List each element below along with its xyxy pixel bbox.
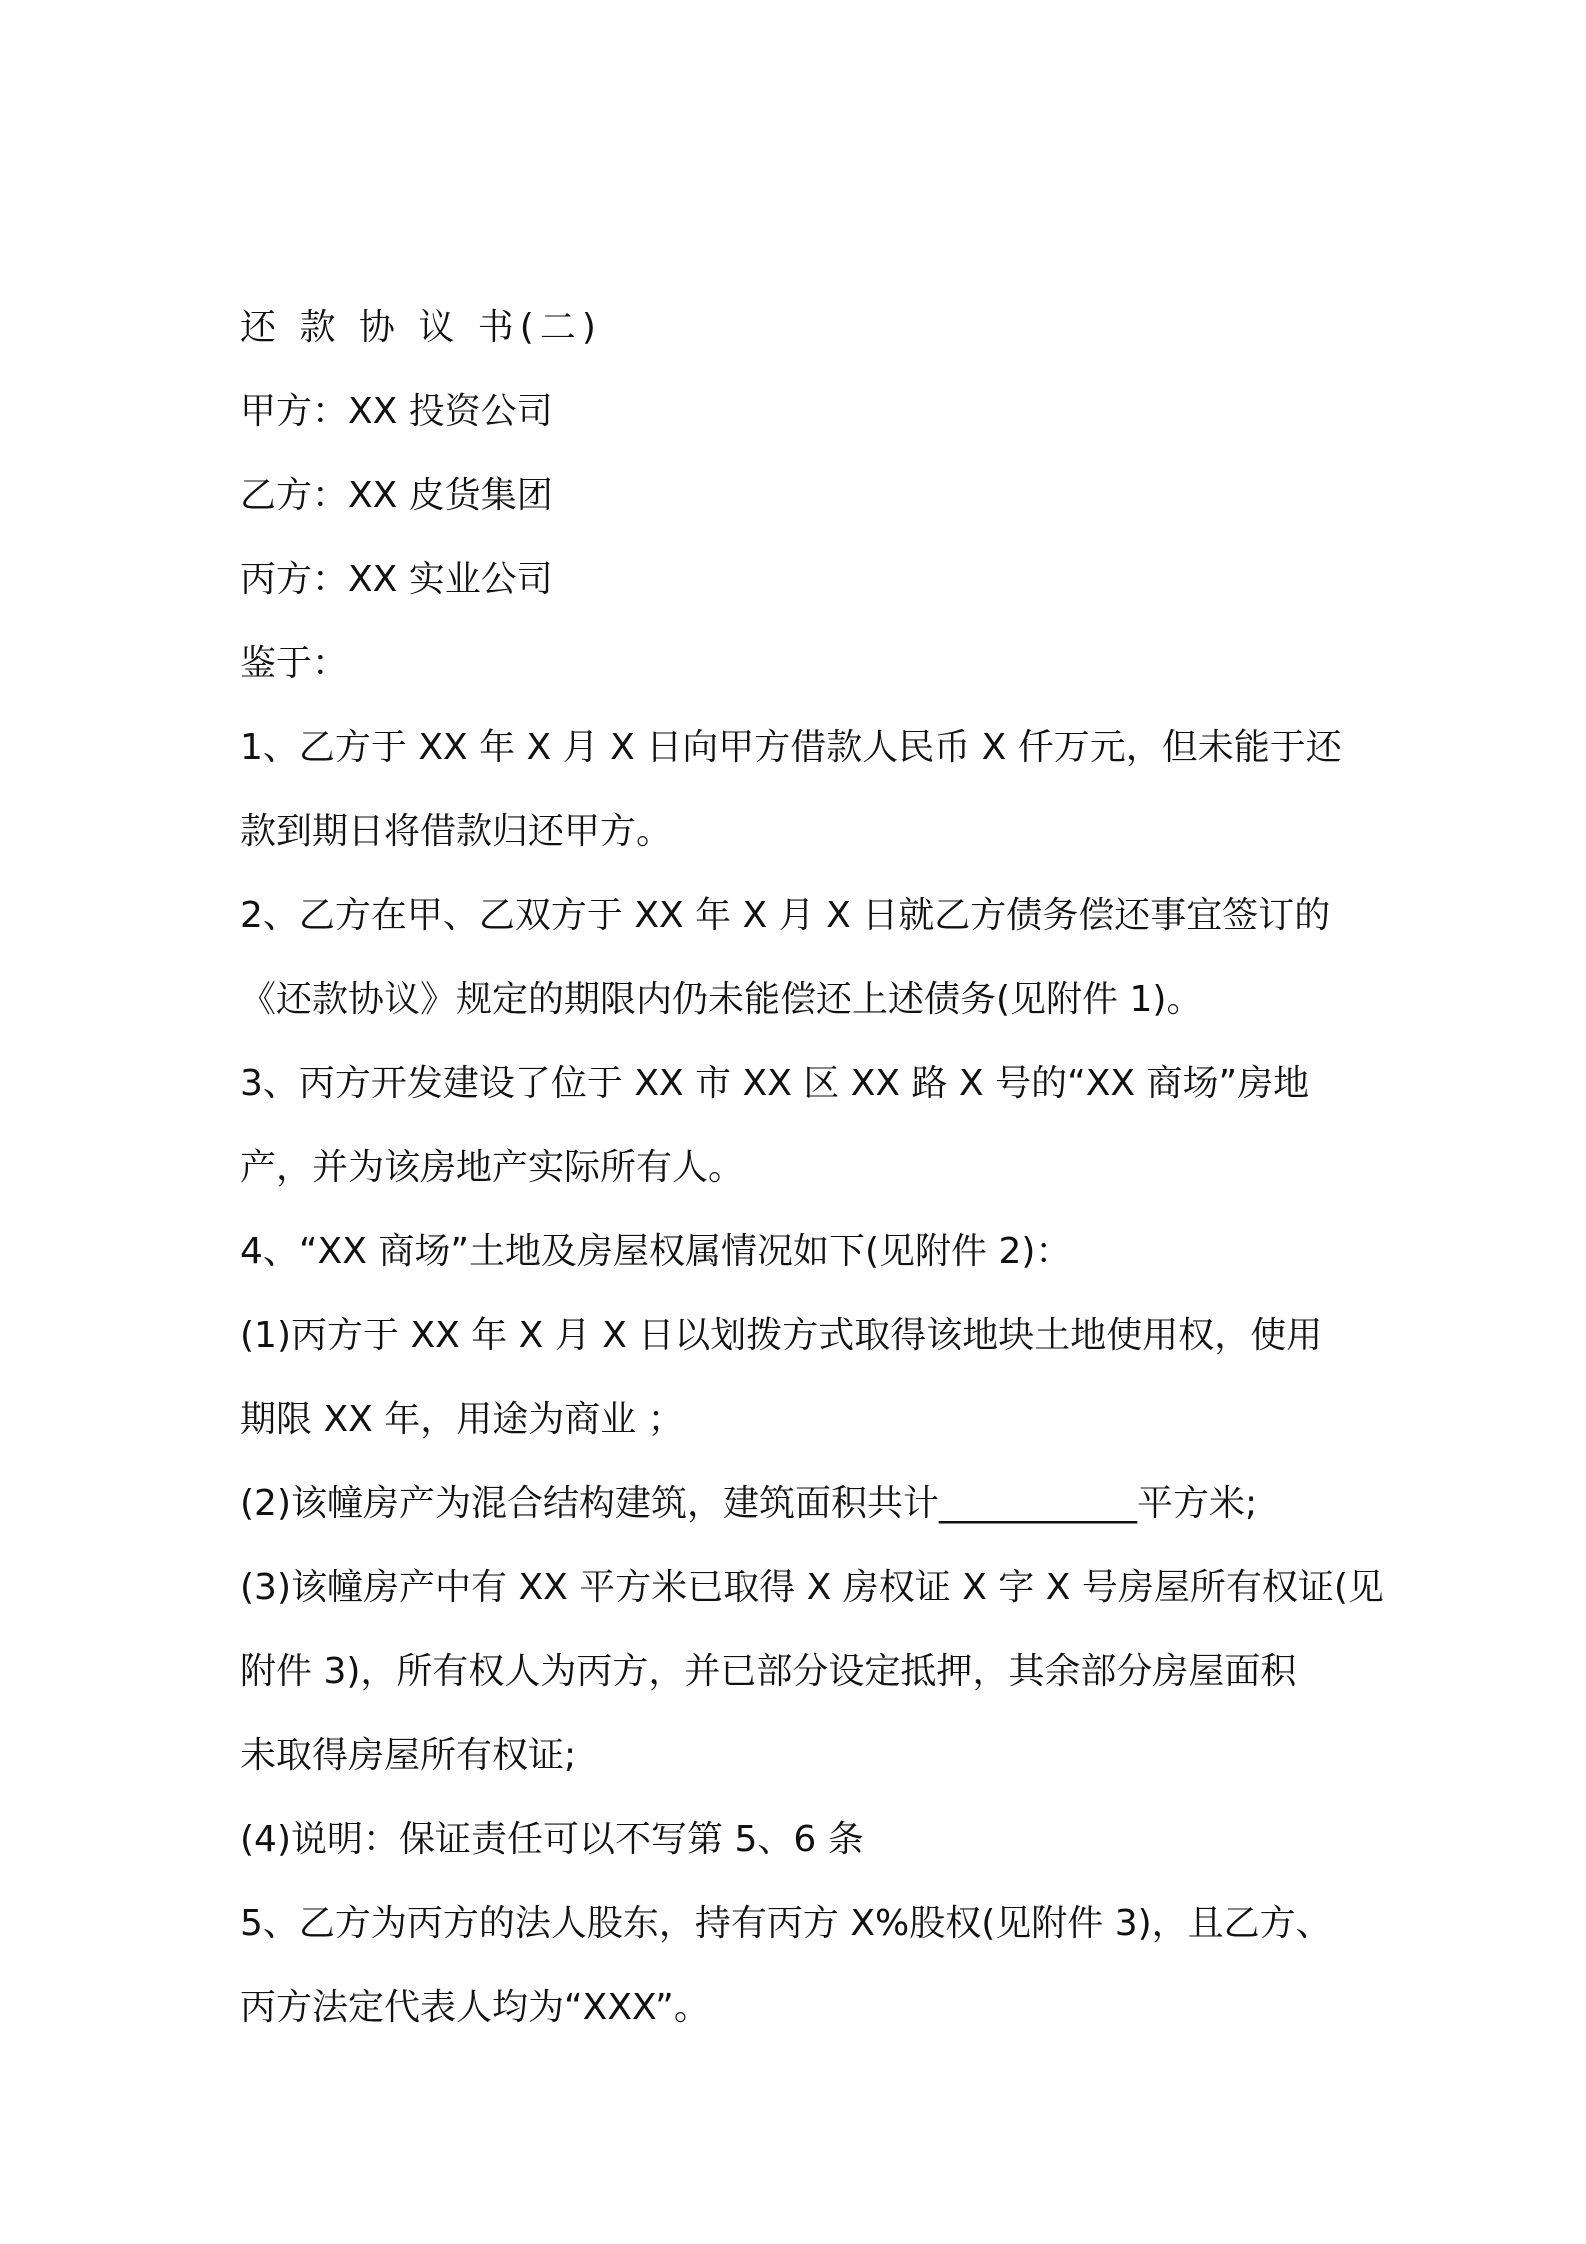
clause-3-line-1: 3、丙方开发建设了位于 XX 市 XX 区 XX 路 X 号的“XX 商场”房地 (240, 1063, 1310, 1104)
clause-4-2-line: (2)该幢房产为混合结构建筑，建筑面积共计___________平方米; (240, 1483, 1258, 1524)
whereas-heading: 鉴于： (240, 643, 349, 684)
clause-1-line-1: 1、乙方于 XX 年 X 月 X 日向甲方借款人民币 X 仟万元，但未能于还 (240, 727, 1342, 768)
clause-5-line-2: 丙方法定代表人均为“XXX”。 (240, 1987, 710, 2028)
document-body (240, 286, 1384, 2050)
party-a-line: 甲方：XX 投资公司 (240, 391, 553, 432)
clause-2-line-1: 2、乙方在甲、乙双方于 XX 年 X 月 X 日就乙方债务偿还事宜签订的 (240, 895, 1331, 936)
clause-4-3-line-3: 未取得房屋所有权证; (240, 1735, 577, 1776)
clause-2-line-2: 《还款协议》规定的期限内仍未能偿还上述债务(见附件 1)。 (240, 979, 1203, 1020)
party-b-line: 乙方：XX 皮货集团 (240, 475, 553, 516)
clause-4-heading: 4、“XX 商场”土地及房屋权属情况如下(见附件 2)： (240, 1231, 1072, 1272)
clause-4-3-line-1: (3)该幢房产中有 XX 平方米已取得 X 房权证 X 字 X 号房屋所有权证(见 (240, 1567, 1384, 1608)
clause-1-line-2: 款到期日将借款归还甲方。 (240, 811, 673, 852)
clause-5-line-1: 5、乙方为丙方的法人股东，持有丙方 X%股权(见附件 3)，且乙方、 (240, 1903, 1332, 1944)
clause-4-1-line-2: 期限 XX 年，用途为商业 ； (240, 1399, 684, 1440)
clause-3-line-2: 产，并为该房地产实际所有人。 (240, 1147, 745, 1188)
party-c-line: 丙方：XX 实业公司 (240, 559, 553, 600)
document-title: 还 款 协 议 书(二) (240, 307, 602, 348)
clause-4-3-line-2: 附件 3)，所有权人为丙方，并已部分设定抵押，其余部分房屋面积 (240, 1651, 1297, 1692)
clause-4-4-line: (4)说明：保证责任可以不写第 5、6 条 (240, 1819, 864, 1860)
clause-4-1-line-1: (1)丙方于 XX 年 X 月 X 日以划拨方式取得该地块土地使用权，使用 (240, 1315, 1323, 1356)
